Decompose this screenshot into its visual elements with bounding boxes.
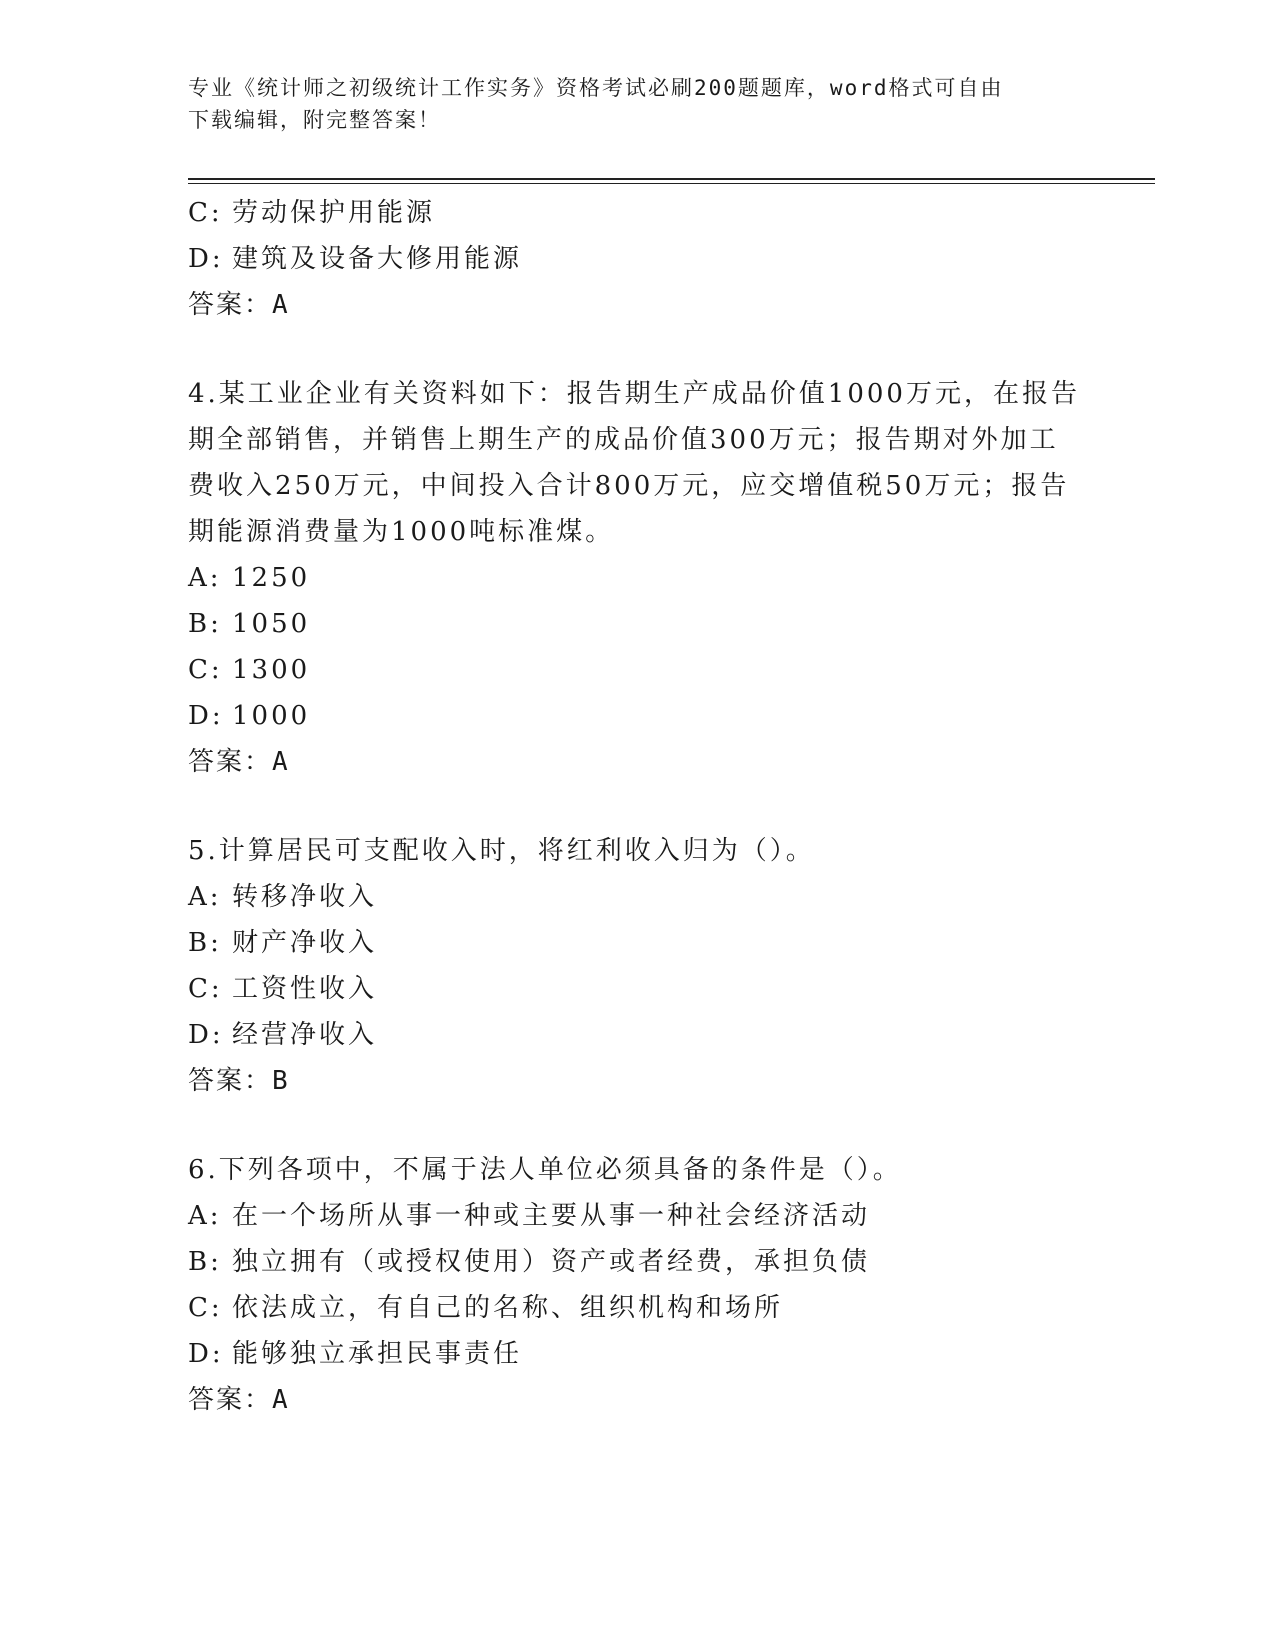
answer-line: 答案：B — [188, 1066, 290, 1096]
document-body — [188, 190, 1088, 1423]
question-3-continued — [188, 190, 1088, 328]
option-d: D: 1000 — [188, 701, 311, 731]
question-5 — [188, 828, 1088, 1104]
option-c: C: 工资性收入 — [188, 974, 378, 1004]
option-c: C: 劳动保护用能源 — [188, 198, 436, 228]
question-text-line: 期能源消费量为1000吨标准煤。 — [188, 517, 615, 547]
header-line-2: 下载编辑，附完整答案！ — [188, 108, 441, 132]
option-d: D: 经营净收入 — [188, 1020, 378, 1050]
header-divider-thick — [188, 178, 1155, 180]
option-b: B: 财产净收入 — [188, 928, 378, 958]
option-d: D: 能够独立承担民事责任 — [188, 1339, 523, 1369]
option-a: A: 1250 — [188, 563, 311, 593]
question-4 — [188, 371, 1088, 785]
answer-line: 答案：A — [188, 747, 290, 777]
header-line-1: 专业《统计师之初级统计工作实务》资格考试必刷200题题库，word格式可自由 — [188, 76, 1004, 100]
question-text-line: 期全部销售，并销售上期生产的成品价值300万元；报告期对外加工 — [188, 425, 1059, 455]
option-b: B: 独立拥有（或授权使用）资产或者经费，承担负债 — [188, 1247, 871, 1277]
option-a: A: 转移净收入 — [188, 882, 378, 912]
question-text-line: 5.计算居民可支配收入时，将红利收入归为（）。 — [188, 836, 815, 866]
option-a: A: 在一个场所从事一种或主要从事一种社会经济活动 — [188, 1201, 871, 1231]
option-d: D: 建筑及设备大修用能源 — [188, 244, 523, 274]
question-text-line: 4.某工业企业有关资料如下：报告期生产成品价值1000万元，在报告 — [188, 379, 1080, 409]
document-header — [188, 72, 1088, 136]
option-b: B: 1050 — [188, 609, 311, 639]
option-c: C: 依法成立，有自己的名称、组织机构和场所 — [188, 1293, 784, 1323]
question-text-line: 6.下列各项中，不属于法人单位必须具备的条件是（）。 — [188, 1155, 902, 1185]
question-6 — [188, 1147, 1088, 1423]
answer-line: 答案：A — [188, 290, 290, 320]
answer-line: 答案：A — [188, 1385, 290, 1415]
option-c: C: 1300 — [188, 655, 311, 685]
header-divider-thin — [188, 183, 1155, 184]
question-text-line: 费收入250万元，中间投入合计800万元，应交增值税50万元；报告 — [188, 471, 1070, 501]
